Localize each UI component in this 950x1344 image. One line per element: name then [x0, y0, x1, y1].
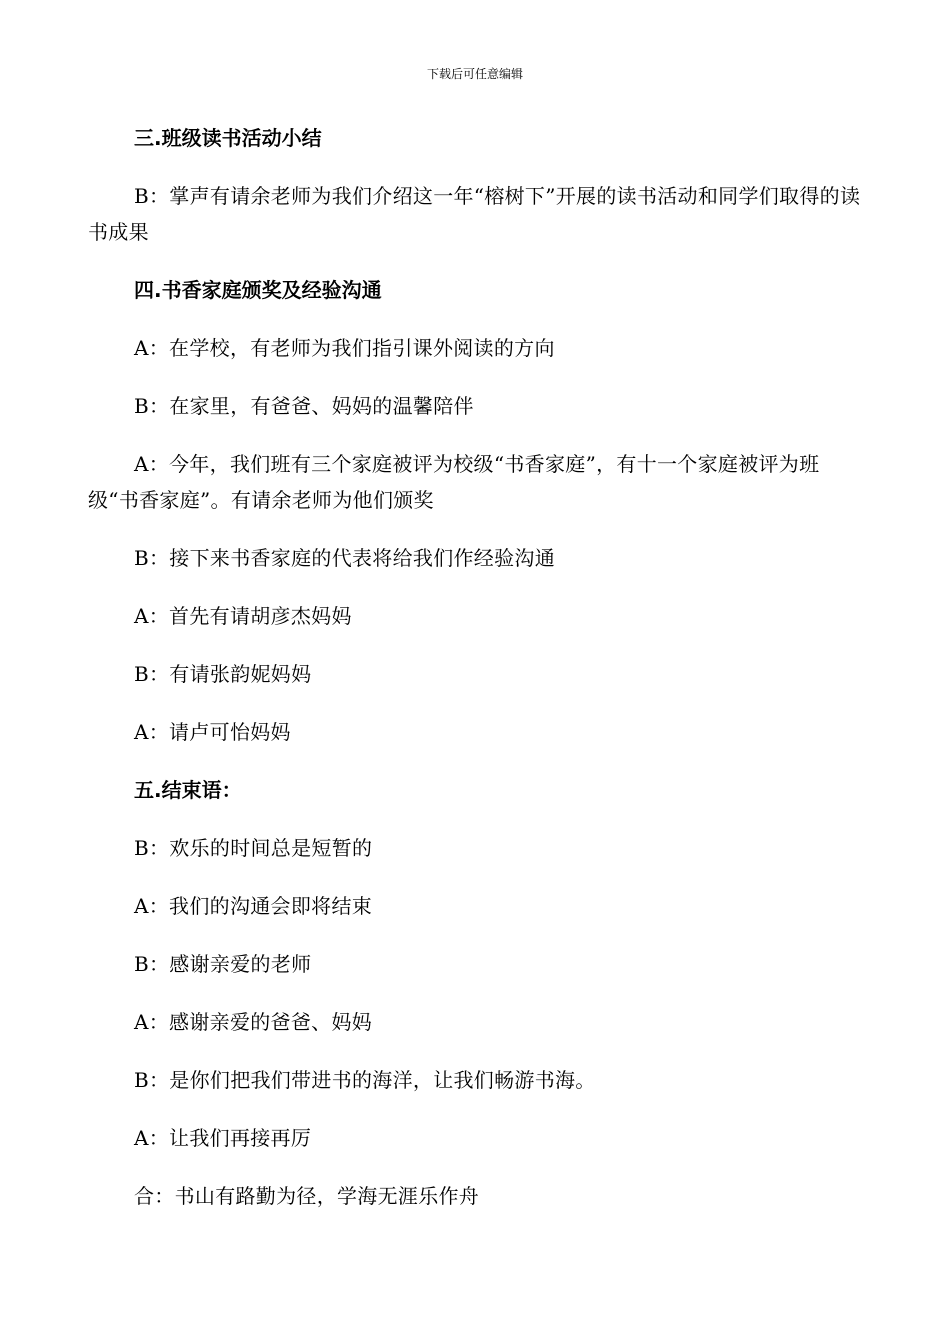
dialogue-line: A：首先有请胡彦杰妈妈: [134, 604, 352, 628]
dialogue-line: B：感谢亲爱的老师: [134, 952, 312, 976]
dialogue-line: B：掌声有请余老师为我们介绍这一年“榕树下”开展的读书活动和同学们取得的读书成果: [88, 184, 861, 244]
dialogue-line: B：在家里，有爸爸、妈妈的温馨陪伴: [134, 394, 474, 418]
dialogue-line: A：我们的沟通会即将结束: [134, 894, 373, 918]
section-heading-closing: 五.结束语：: [134, 778, 242, 802]
dialogue-line: A：在学校，有老师为我们指引课外阅读的方向: [134, 336, 555, 360]
dialogue-line: A：让我们再接再厉: [134, 1126, 312, 1150]
document-body: [88, 120, 864, 1236]
section-heading-awards: 四.书香家庭颁奖及经验沟通: [134, 278, 382, 302]
dialogue-line: A：请卢可怡妈妈: [134, 720, 291, 744]
dialogue-line: A：今年，我们班有三个家庭被评为校级“书香家庭”，有十一个家庭被评为班级“书香家庭”。有请余老师为他们颁奖: [88, 452, 820, 512]
dialogue-line: B：欢乐的时间总是短暂的: [134, 836, 373, 860]
dialogue-line: B：有请张韵妮妈妈: [134, 662, 312, 686]
dialogue-line: A：感谢亲爱的爸爸、妈妈: [134, 1010, 373, 1034]
page-header: 下载后可任意编辑: [426, 67, 523, 81]
dialogue-line: B：是你们把我们带进书的海洋，让我们畅游书海。: [134, 1068, 596, 1092]
dialogue-line: B：接下来书香家庭的代表将给我们作经验沟通: [134, 546, 555, 570]
dialogue-line: 合：书山有路勤为径，学海无涯乐作舟: [134, 1184, 480, 1208]
section-heading-summary: 三.班级读书活动小结: [134, 126, 322, 150]
